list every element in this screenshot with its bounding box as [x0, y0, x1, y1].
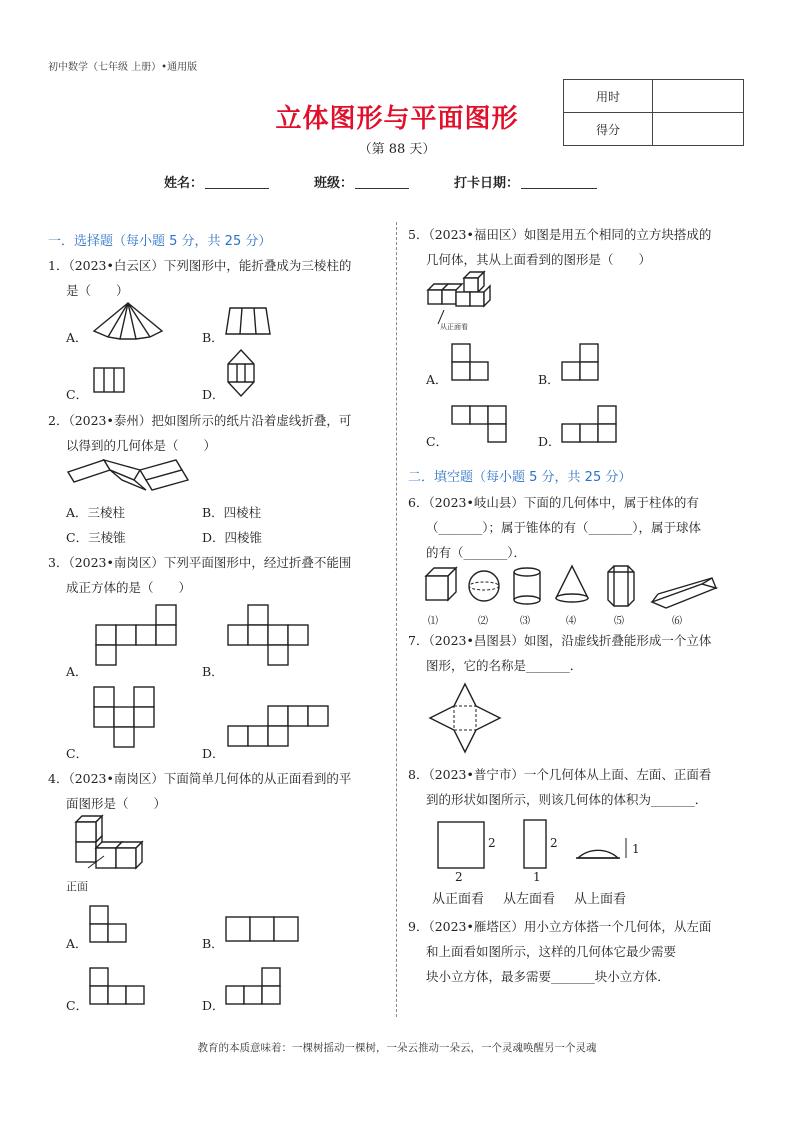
- q8-dim-front-h: 2: [488, 836, 496, 850]
- q3-option-a[interactable]: A．: [66, 664, 88, 679]
- header: 初中数学（七年级 上册）•通用版: [48, 62, 198, 73]
- q1-figure-b: [226, 306, 270, 336]
- score-field[interactable]: [653, 113, 744, 146]
- class-field[interactable]: 班级：: [314, 172, 409, 191]
- q2-option-d[interactable]: D．四棱锥: [202, 530, 263, 545]
- q8-figure: [436, 820, 646, 876]
- q8-top-label: 从上面看: [574, 892, 627, 907]
- q2-option-a[interactable]: A．三棱柱: [66, 505, 126, 520]
- section-choice: 一．选择题（每小题 5 分，共 25 分）: [48, 234, 272, 249]
- column-divider: [396, 222, 397, 1017]
- q8-dim-top-h: 1: [632, 842, 640, 856]
- q5-figure-b: [562, 344, 600, 382]
- q2-option-b[interactable]: B．四棱柱: [202, 505, 262, 520]
- q3-option-c[interactable]: C．: [66, 746, 89, 761]
- q3-figure-b: [228, 605, 308, 665]
- q5-view-label: 从正面看: [440, 323, 468, 331]
- q4-figure-c: [90, 968, 146, 1008]
- question-2: 2．（2023•泰州）把如图所示的纸片沿着虚线折叠，可 以得到的几何体是（ ）: [48, 413, 352, 453]
- question-1: 1．（2023•白云区）下列图形中，能折叠成为三棱柱的 是（ ）: [48, 258, 352, 298]
- q6-label-1: ⑴: [428, 616, 438, 627]
- q4-figure-d: [226, 968, 282, 1008]
- q1-figure-d: [228, 350, 254, 396]
- q8-dim-front-w: 2: [455, 870, 463, 884]
- question-5: 5．（2023•福田区）如图是用五个相同的立方块搭成的 几何体，其从上面看到的图形是（ ）: [408, 227, 712, 267]
- q3-figure-c: [94, 687, 154, 747]
- question-6: 6．（2023•岐山县）下面的几何体中，属于柱体的有 （_______）；属于锥体的有（_______），属于球体 的有（_______）．: [408, 495, 702, 560]
- footer-quote: 教育的本质意味着：一棵树摇动一棵树，一朵云推动一朵云，一个灵魂唤醒另一个灵魂: [197, 1042, 597, 1054]
- q4-option-a[interactable]: A．: [66, 936, 88, 951]
- q2-figure: [66, 458, 190, 492]
- q5-figure-c: [452, 406, 508, 444]
- q4-option-b[interactable]: B．: [202, 936, 224, 951]
- q1-option-c[interactable]: C．: [66, 387, 89, 402]
- q1-figure-c: [94, 368, 124, 394]
- question-3: 3．（2023•南岗区）下列平面图形中，经过折叠不能围 成正方体的是（ ）: [48, 555, 352, 595]
- q6-label-5: ⑸: [614, 616, 624, 627]
- page-title: 立体图形与平面图形: [275, 104, 519, 134]
- q3-option-b[interactable]: B．: [202, 664, 224, 679]
- q5-option-a[interactable]: A．: [426, 372, 448, 387]
- q8-front-label: 从正面看: [432, 892, 485, 907]
- time-label: 用时: [564, 80, 653, 113]
- question-8: 8．（2023•普宁市）一个几何体从上面、左面、正面看 到的形状如图所示，则该几何体的体积为_______．: [408, 767, 712, 807]
- q1-option-b[interactable]: B．: [202, 330, 224, 345]
- q4-option-d[interactable]: D．: [202, 998, 225, 1013]
- time-field[interactable]: [653, 80, 744, 113]
- q3-option-d[interactable]: D．: [202, 746, 225, 761]
- q2-option-c[interactable]: C．三棱锥: [66, 530, 126, 545]
- q3-figure-a: [96, 605, 176, 665]
- q4-front-label: 正面: [66, 880, 88, 893]
- q6-label-4: ⑷: [566, 616, 576, 627]
- q5-option-d[interactable]: D．: [538, 434, 561, 449]
- q1-option-a[interactable]: A．: [66, 330, 88, 345]
- date-field[interactable]: 打卡日期：: [454, 172, 597, 191]
- q4-figure-a: [90, 906, 130, 946]
- q1-option-d[interactable]: D．: [202, 387, 225, 402]
- q5-option-b[interactable]: B．: [538, 372, 560, 387]
- q4-option-c[interactable]: C．: [66, 998, 89, 1013]
- q5-figure-a: [452, 344, 490, 382]
- q8-dim-left-w: 1: [533, 870, 541, 884]
- question-9: 9．（2023•雁塔区）用小立方体搭一个几何体，从左面 和上面看如图所示，这样的几何体它最少需要 块小立方体，最多需要_______块小立方体．: [408, 919, 712, 984]
- q8-dim-left-h: 2: [550, 836, 558, 850]
- day-label: （第 88 天）: [358, 142, 436, 157]
- q7-figure: [430, 684, 500, 752]
- question-4: 4．（2023•南岗区）下面简单几何体的从正面看到的平 面图形是（ ）: [48, 771, 352, 811]
- score-label: 得分: [564, 113, 653, 146]
- q6-label-2: ⑵: [478, 616, 488, 627]
- q4-figure-b: [226, 917, 300, 941]
- score-table: [563, 79, 744, 146]
- q6-figures: [426, 566, 746, 614]
- q4-figure: [70, 816, 150, 872]
- section-fill: 二．填空题（每小题 5 分，共 25 分）: [408, 470, 632, 485]
- q6-label-3: ⑶: [520, 616, 530, 627]
- q3-figure-d: [228, 706, 328, 746]
- q5-option-c[interactable]: C．: [426, 434, 449, 449]
- q1-figure-a: [94, 303, 164, 339]
- q5-figure-d: [562, 406, 618, 444]
- question-7: 7．（2023•昌图县）如图，沿虚线折叠能形成一个立体 图形，它的名称是_______．: [408, 633, 712, 673]
- q8-left-label: 从左面看: [503, 892, 556, 907]
- name-field[interactable]: 姓名：: [164, 172, 269, 191]
- q6-label-6: ⑹: [672, 616, 682, 627]
